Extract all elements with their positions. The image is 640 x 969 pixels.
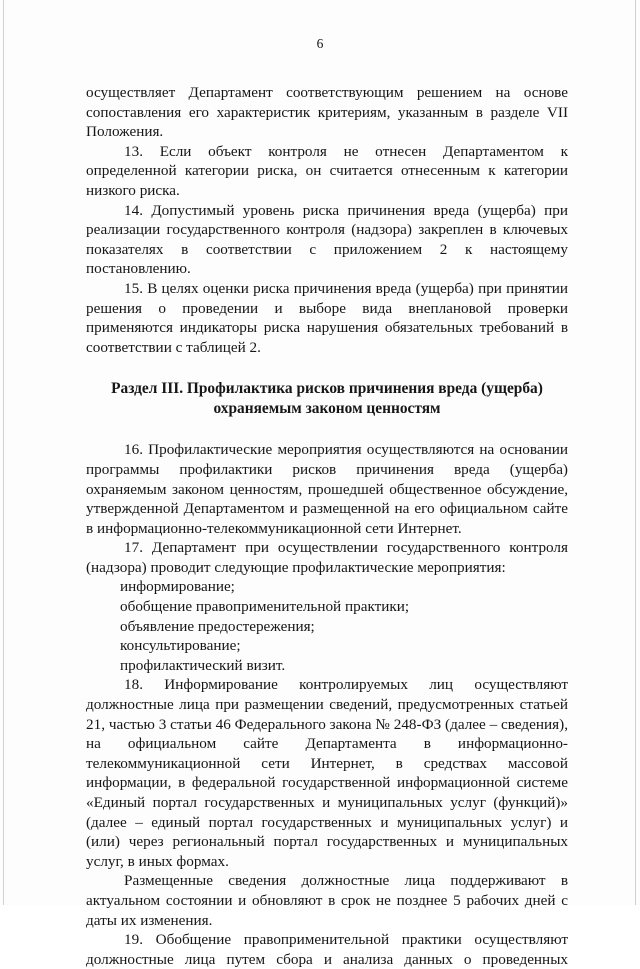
paragraph-18: 18. Информирование контролируемых лиц осуществляют должностные лица при размещении сведений, предусмотренных статьей 21, частью 3 статьи 46 Федерального закона № 248-ФЗ (далее – сведения), на официальном сайте Департамента в информационно-телекоммуникационной сети Интернет, в средствах массовой информации, в федеральной государственной информационной системе «Единый портал государственных и муниципальных услуг (функций)» (далее – единый портал государственных и муниципальных услуг) и (или) через региональный портал государственных и муниципальных услуг, в иных формах.: [86, 676, 568, 870]
paragraph-13: 13. Если объект контроля не отнесен Департаментом к определенной категории риска, он считается отнесенным к категории низкого риска.: [86, 142, 568, 199]
paragraph-14: 14. Допустимый уровень риска причинения вреда (ущерба) при реализации государственного контроля (надзора) закреплен в ключевых показателях в соответствии с приложением 2 к настоящему постановлению.: [86, 201, 568, 278]
scan-edge-right: [635, 0, 636, 905]
list-item: профилактический визит.: [120, 656, 286, 674]
paragraph-16: 16. Профилактические мероприятия осуществляются на основании программы профилактики рисков причинения вреда (ущерба) охраняемым законом ценностям, прошедшей общественное обсуждение, утвержденной Департаментом и размещенной на его официальном сайте в информационно-телекоммуникационной сети Интернет.: [86, 441, 568, 537]
document-body: [86, 83, 568, 969]
list-item: обобщение правоприменительной практики;: [120, 598, 410, 616]
list-item: консультирование;: [120, 637, 241, 655]
paragraph-18-continued: Размещенные сведения должностные лица поддерживают в актуальном состоянии и обновляют в срок не позднее 5 рабочих дней с даты их изменения.: [86, 872, 568, 929]
section-heading-line2: охраняемым законом ценностям: [213, 400, 441, 418]
scan-edge-left: [3, 0, 4, 905]
list-item: информирование;: [120, 578, 235, 596]
paragraph-15: 15. В целях оценки риска причинения вреда (ущерба) при принятии решения о проведении и выборе вида внеплановой проверки применяются индикаторы риска нарушения обязательных требований в соответствии с таблицей 2.: [86, 279, 568, 356]
section-heading-line1: Раздел III. Профилактика рисков причинения вреда (ущерба): [111, 380, 543, 398]
paragraph-17: 17. Департамент при осуществлении государственного контроля (надзора) проводит следующие профилактические мероприятия:: [86, 539, 568, 576]
paragraph-19: 19. Обобщение правоприменительной практики осуществляют должностные лица путем сбора и анализа данных о проведенных: [86, 931, 568, 968]
page-number: 6: [316, 36, 324, 51]
list-item: объявление предостережения;: [120, 617, 315, 635]
paragraph-continuation: осуществляет Департамент соответствующим решением на основе сопоставления его характеристик критериям, указанным в разделе VII Положения.: [86, 84, 568, 141]
section-heading: [86, 379, 568, 419]
